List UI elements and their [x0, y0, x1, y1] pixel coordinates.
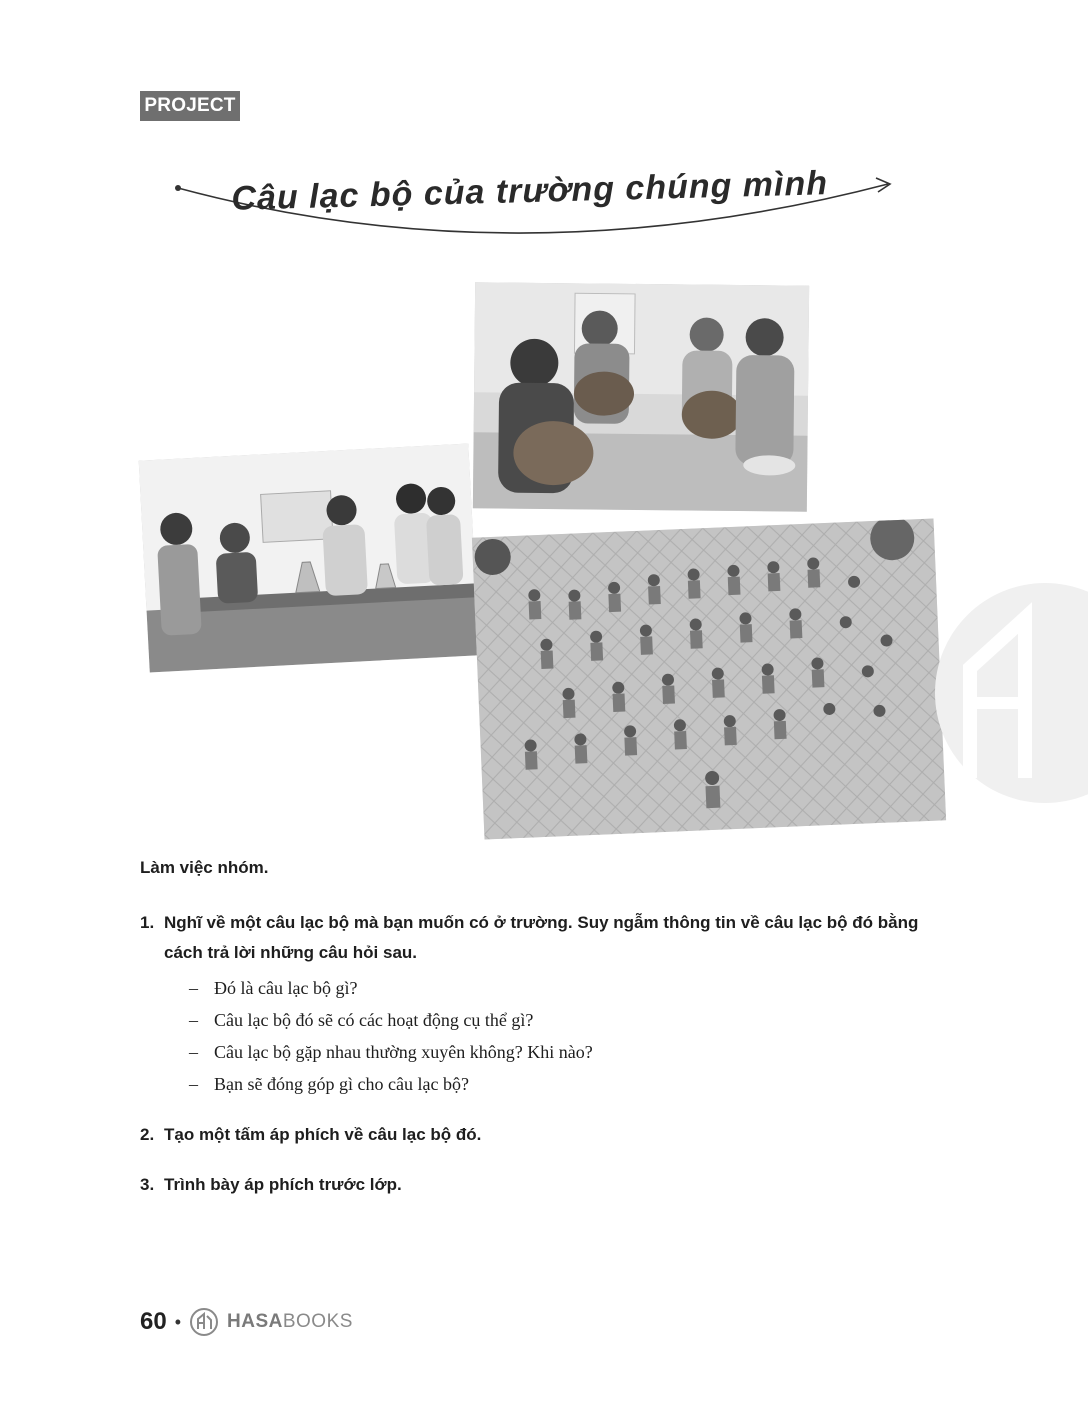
brand-rest: BOOKS: [282, 1311, 353, 1332]
question-text: Đó là câu lạc bộ gì?: [214, 978, 358, 998]
title-text: Câu lạc bộ của trường chúng mình: [230, 164, 829, 218]
task-section: [140, 858, 960, 1200]
task-item-1: [140, 908, 960, 1100]
martial-arts-club-photo: [472, 518, 946, 839]
brand-bold: HASA: [227, 1311, 283, 1332]
flask-icon: [139, 444, 480, 673]
fist-icon: [472, 518, 946, 839]
task-number: 3.: [140, 1175, 155, 1194]
watermark-logo: [930, 578, 1088, 808]
task-lead: Làm việc nhóm.: [140, 858, 269, 877]
question-text: Bạn sẽ đóng góp gì cho câu lạc bộ?: [214, 1074, 469, 1094]
question-list: [164, 972, 960, 1100]
question-item: – Bạn sẽ đóng góp gì cho câu lạc bộ?: [189, 1074, 469, 1094]
question-text: Câu lạc bộ gặp nhau thường xuyên không? Khi nào?: [214, 1042, 593, 1062]
task-item-3: [140, 1170, 960, 1200]
page-footer: [140, 1305, 353, 1339]
page-title: [160, 140, 900, 250]
task-text: Nghĩ về một câu lạc bộ mà bạn muốn có ở trường. Suy ngẫm thông tin về câu lạc bộ đó bằng cách trả lời những câu hỏi sau.: [164, 913, 919, 962]
task-text: Tạo một tấm áp phích về câu lạc bộ đó.: [164, 1125, 482, 1144]
science-club-photo: [139, 444, 480, 673]
task-number: 2.: [140, 1125, 155, 1144]
question-item: – Đó là câu lạc bộ gì?: [189, 978, 358, 998]
hasabooks-logo-icon: [189, 1307, 219, 1337]
question-text: Câu lạc bộ đó sẽ có các hoạt động cụ thể gì?: [214, 1010, 534, 1030]
page-number: 60: [140, 1308, 167, 1335]
question-item: – Câu lạc bộ gặp nhau thường xuyên không? Khi nào?: [189, 1042, 593, 1062]
project-badge: PROJECT: [140, 91, 240, 121]
footer-separator: •: [174, 1311, 182, 1332]
task-text: Trình bày áp phích trước lớp.: [164, 1175, 402, 1194]
task-item-2: [140, 1120, 960, 1150]
brand-name: [227, 1311, 353, 1333]
task-number: 1.: [140, 913, 155, 932]
guitar-icon: [473, 282, 809, 511]
music-club-photo: [473, 282, 809, 511]
question-item: – Câu lạc bộ đó sẽ có các hoạt động cụ thể gì?: [189, 1010, 534, 1030]
